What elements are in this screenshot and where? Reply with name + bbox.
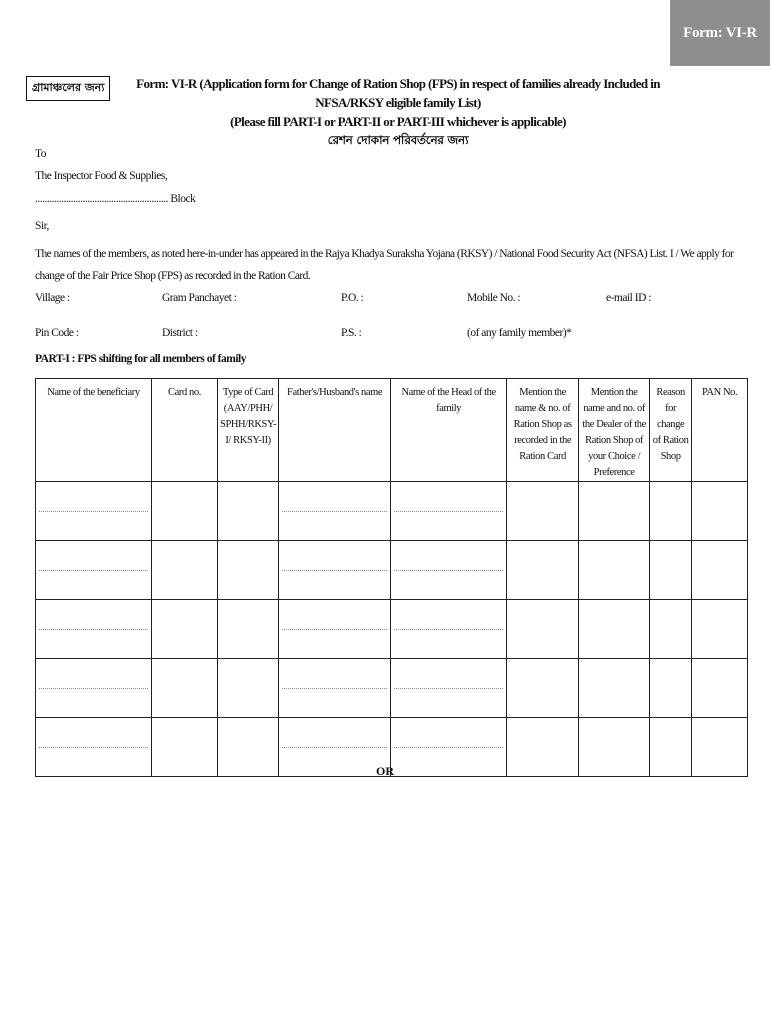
- or-separator: OR: [376, 764, 394, 778]
- pan-no-cell[interactable]: [692, 659, 748, 718]
- beneficiary-table: [35, 378, 748, 777]
- email-field[interactable]: e-mail ID :: [606, 292, 651, 304]
- reason-cell[interactable]: [650, 659, 692, 718]
- header-preferred-dealer: Mention the name and no. of the Dealer of the Ration Shop of your Choice / Preference: [579, 379, 650, 482]
- card-type-cell[interactable]: [218, 482, 279, 541]
- part1-heading: PART-I : FPS shifting for all members of family: [35, 353, 246, 365]
- card-no-cell[interactable]: [152, 541, 218, 600]
- reason-cell[interactable]: [650, 600, 692, 659]
- reason-cell[interactable]: [650, 482, 692, 541]
- po-field[interactable]: P.O. :: [341, 292, 364, 304]
- mobile-field[interactable]: Mobile No. :: [467, 292, 521, 304]
- salutation: Sir,: [35, 220, 49, 232]
- rural-area-stamp: গ্রামাঞ্চলের জন্য: [26, 76, 110, 101]
- gram-panchayet-field[interactable]: Gram Panchayet :: [162, 292, 237, 304]
- form-number-tag: Form: VI-R: [670, 0, 770, 66]
- ps-field[interactable]: P.S. :: [341, 327, 362, 339]
- pan-no-cell[interactable]: [692, 600, 748, 659]
- card-no-cell[interactable]: [152, 482, 218, 541]
- title-line-1: Form: VI-R (Application form for Change of Ration Shop (FPS) in respect of families already Included in NFSA/RKSY eligible family List): [136, 76, 660, 110]
- head-of-family-cell[interactable]: [391, 600, 507, 659]
- head-of-family-cell[interactable]: [391, 659, 507, 718]
- header-current-ration-shop: Mention the name & no. of Ration Shop as recorded in the Ration Card: [507, 379, 579, 482]
- to-label: To: [35, 148, 46, 160]
- inspector-line: The Inspector Food & Supplies,: [35, 170, 168, 182]
- header-reason-for-change: Reason for change of Ration Shop: [650, 379, 692, 482]
- form-title: [118, 74, 678, 150]
- beneficiary-name-cell[interactable]: [36, 659, 152, 718]
- father-husband-name-cell[interactable]: [279, 482, 391, 541]
- card-type-cell[interactable]: [218, 541, 279, 600]
- family-member-note: (of any family member)*: [467, 327, 572, 339]
- title-line-bengali: রেশন দোকান পরিবর্তনের জন্য: [327, 133, 469, 147]
- father-husband-name-cell[interactable]: [279, 541, 391, 600]
- card-no-cell[interactable]: [152, 659, 218, 718]
- table-row: [36, 659, 748, 718]
- current-ration-shop-cell[interactable]: [507, 600, 579, 659]
- beneficiary-name-cell[interactable]: [36, 541, 152, 600]
- header-card-no: Card no.: [152, 379, 218, 482]
- header-father-husband-name: Father's/Husband's name: [279, 379, 391, 482]
- table-row: [36, 482, 748, 541]
- preferred-dealer-cell[interactable]: [579, 659, 650, 718]
- current-ration-shop-cell[interactable]: [507, 659, 579, 718]
- pan-no-cell[interactable]: [692, 482, 748, 541]
- preferred-dealer-cell[interactable]: [579, 600, 650, 659]
- pan-no-cell[interactable]: [692, 541, 748, 600]
- reason-cell[interactable]: [650, 541, 692, 600]
- current-ration-shop-cell[interactable]: [507, 541, 579, 600]
- father-husband-name-cell[interactable]: [279, 659, 391, 718]
- header-pan-no: PAN No.: [692, 379, 748, 482]
- beneficiary-name-cell[interactable]: [36, 482, 152, 541]
- card-type-cell[interactable]: [218, 659, 279, 718]
- table-row: [36, 541, 748, 600]
- application-paragraph: The names of the members, as noted here-in-under has appeared in the Rajya Khadya Suraksha Yojana (RKSY) / National Food Security Act (NFSA) List. I / We apply for change of the Fair Price Shop (FPS) as recorded in the Ration Card.: [35, 248, 734, 282]
- head-of-family-cell[interactable]: [391, 482, 507, 541]
- card-type-cell[interactable]: [218, 600, 279, 659]
- father-husband-name-cell[interactable]: [279, 600, 391, 659]
- current-ration-shop-cell[interactable]: [507, 482, 579, 541]
- header-head-of-family: Name of the Head of the family: [391, 379, 507, 482]
- beneficiary-name-cell[interactable]: [36, 600, 152, 659]
- card-no-cell[interactable]: [152, 600, 218, 659]
- preferred-dealer-cell[interactable]: [579, 541, 650, 600]
- header-card-type: Type of Card (AAY/PHH/ SPHH/RKSY-I/ RKSY-II): [218, 379, 279, 482]
- pin-code-field[interactable]: Pin Code :: [35, 327, 79, 339]
- table-row: [36, 600, 748, 659]
- head-of-family-cell[interactable]: [391, 541, 507, 600]
- village-field[interactable]: Village :: [35, 292, 70, 304]
- header-beneficiary-name: Name of the beneficiary: [36, 379, 152, 482]
- table-header-row: [36, 379, 748, 482]
- preferred-dealer-cell[interactable]: [579, 482, 650, 541]
- district-field[interactable]: District :: [162, 327, 198, 339]
- title-line-2: (Please fill PART-I or PART-II or PART-III whichever is applicable): [230, 114, 566, 129]
- block-field[interactable]: ........................................................ Block: [35, 193, 196, 205]
